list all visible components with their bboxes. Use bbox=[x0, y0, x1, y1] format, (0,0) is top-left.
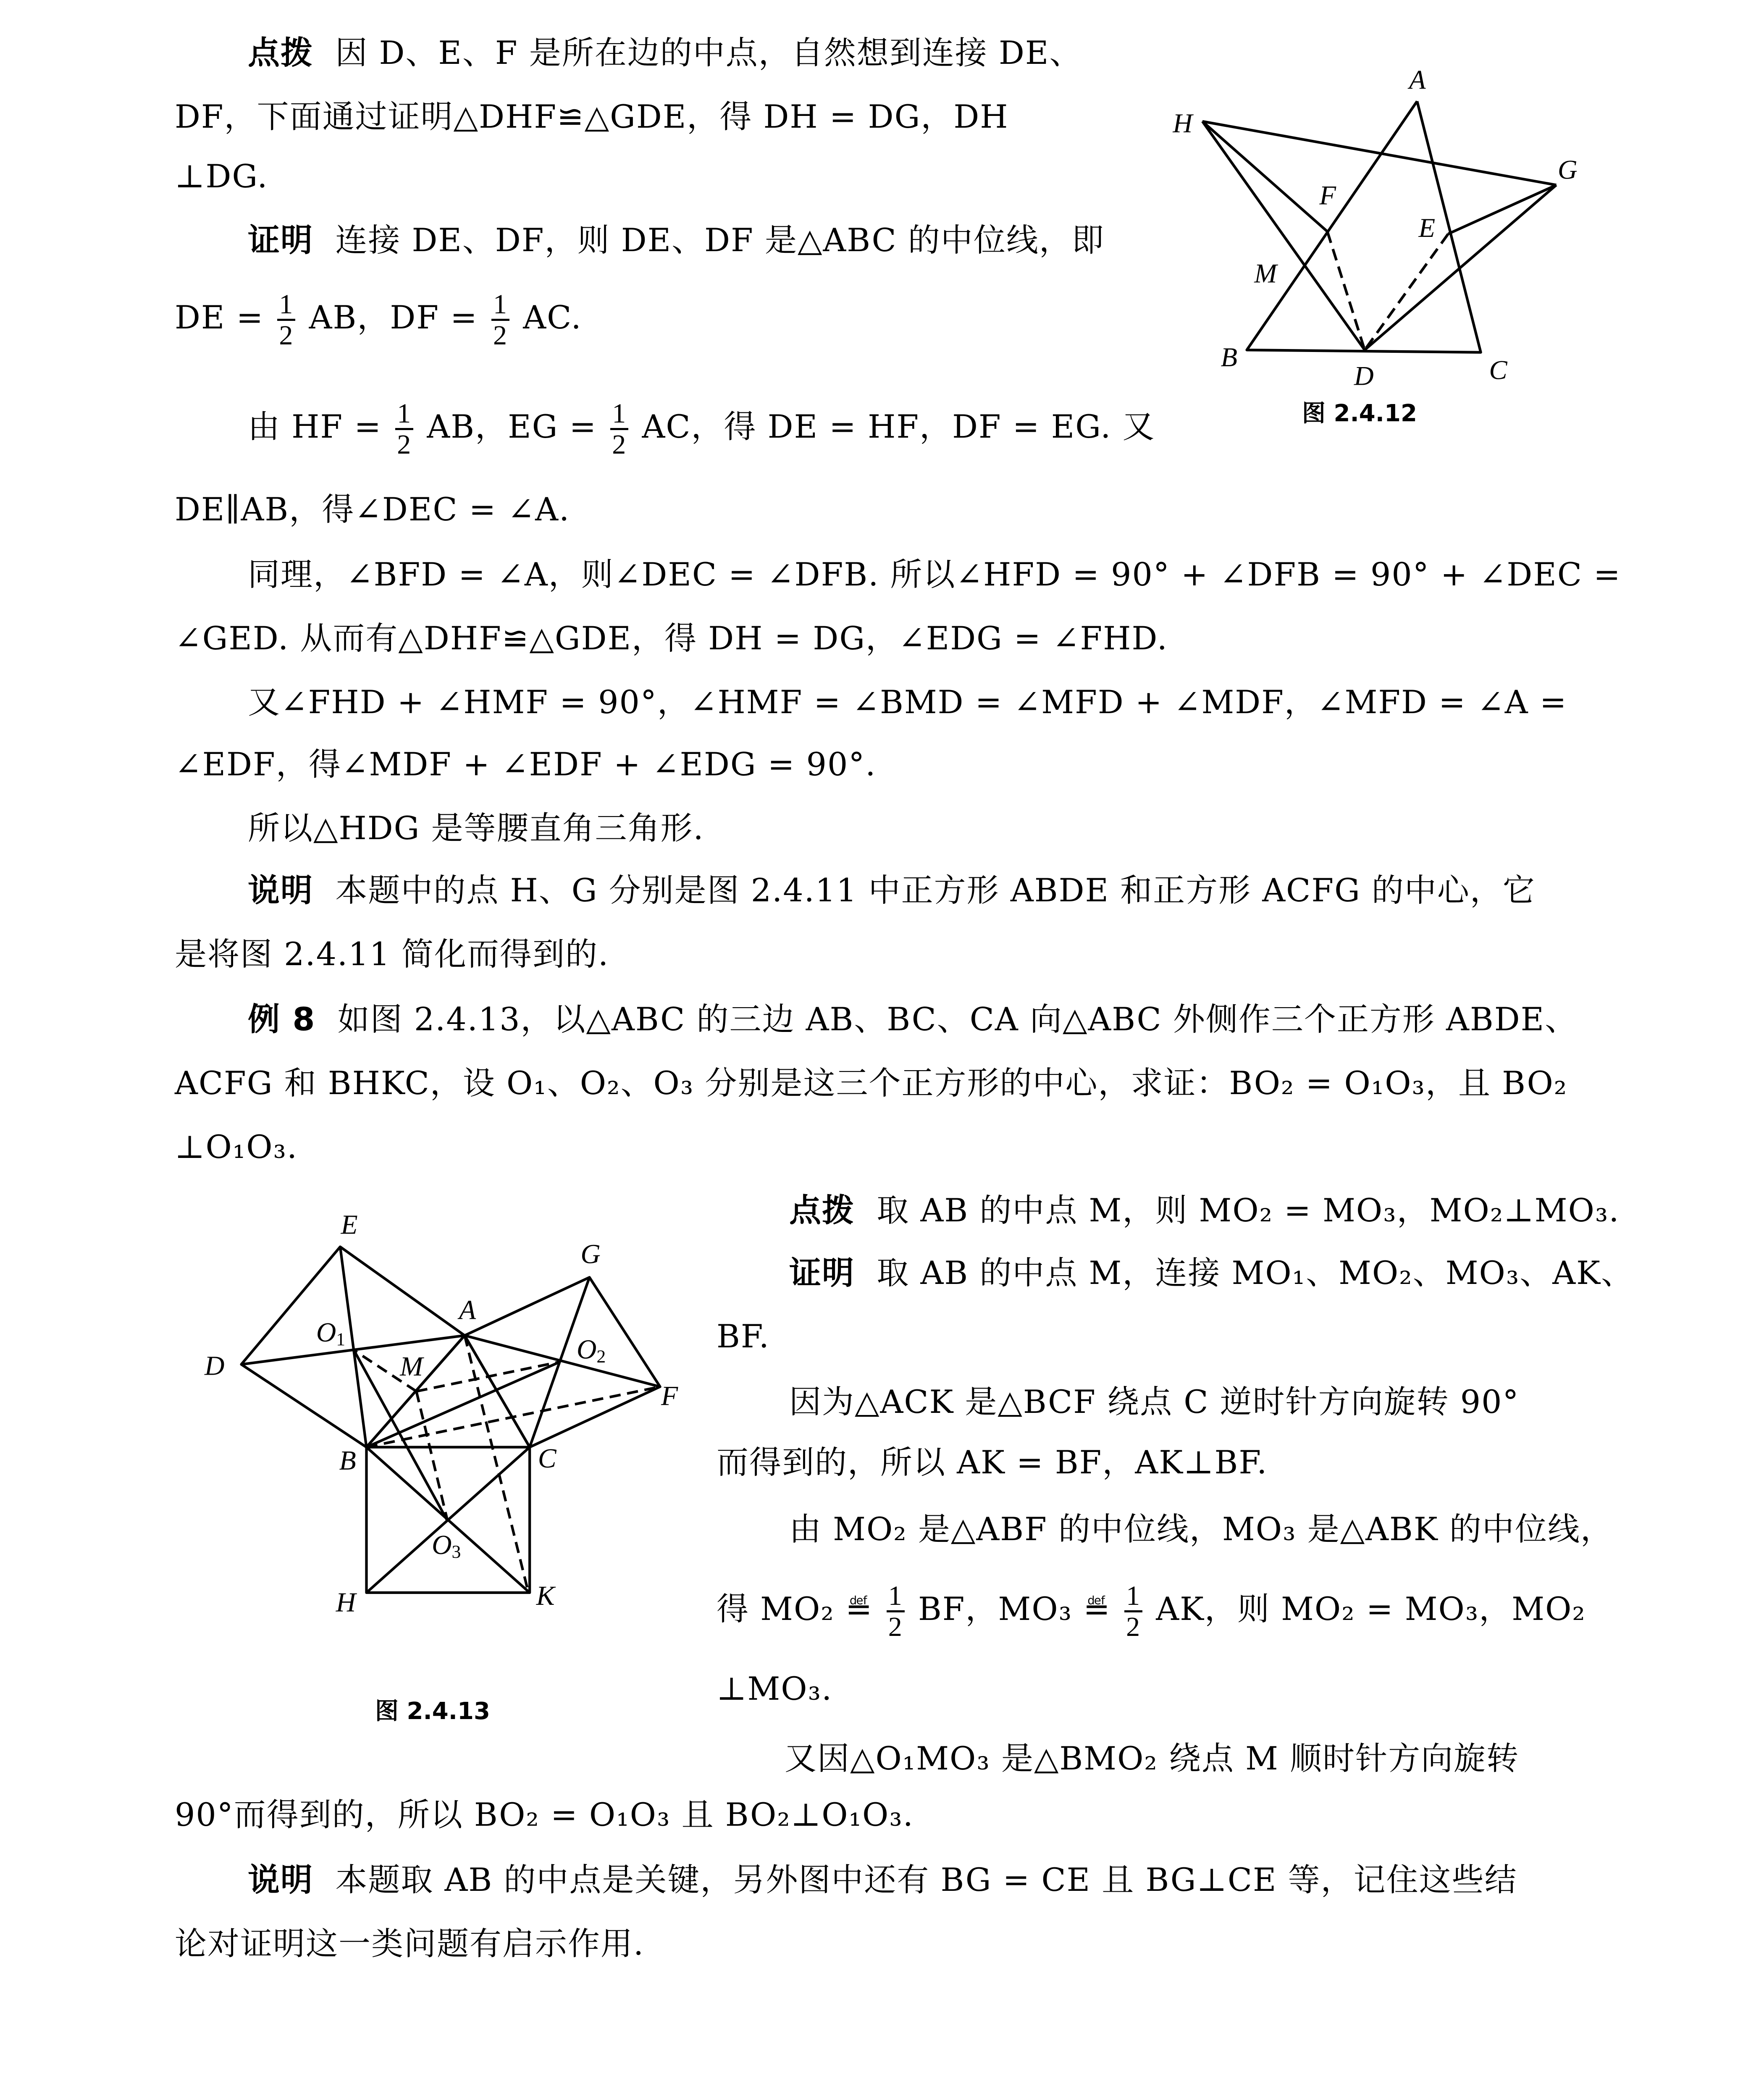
proof-line-1 bbox=[248, 221, 1105, 259]
proof-line-5: 同理，∠BFD = ∠A，则∠DEC = ∠DFB. 所以∠HFD = 90° + ∠DFB = 90° + ∠DEC = bbox=[248, 556, 1621, 593]
label-a: A bbox=[459, 1294, 476, 1326]
figure-2-4-13-caption: 图 2.4.13 bbox=[375, 1698, 490, 1725]
label-m: M bbox=[400, 1351, 423, 1382]
denominator: 2 bbox=[397, 429, 412, 460]
proof2-line-1 bbox=[789, 1254, 1634, 1292]
label-e: E bbox=[1418, 213, 1436, 243]
proof2-line-9: 90°而得到的，所以 BO₂ = O₁O₃ 且 BO₂⊥O₁O₃. bbox=[175, 1796, 914, 1833]
proof-text: 连接 DE、DF，则 DE、DF 是△ABC 的中位线，即 bbox=[335, 221, 1105, 259]
label-d: D bbox=[204, 1350, 225, 1381]
equation-part: 由 HF = bbox=[248, 407, 382, 445]
note2-line-2: 论对证明这一类问题有启示作用. bbox=[175, 1925, 645, 1962]
proof-line-2 bbox=[175, 290, 582, 350]
example-label: 例 8 bbox=[248, 1000, 316, 1038]
denominator: 2 bbox=[493, 320, 508, 351]
fraction-half bbox=[395, 399, 413, 459]
label-h: H bbox=[336, 1587, 356, 1618]
proof2-line-7: ⊥MO₃. bbox=[717, 1670, 833, 1707]
fraction-half bbox=[491, 290, 509, 350]
hint2-line-1 bbox=[789, 1192, 1620, 1229]
fraction-half bbox=[277, 290, 295, 350]
proof2-label: 证明 bbox=[789, 1254, 855, 1292]
hint-label: 点拨 bbox=[248, 34, 313, 71]
proof2-text: 取 AB 的中点 M，连接 MO₁、MO₂、MO₃、AK、 bbox=[877, 1254, 1634, 1292]
example-line-1 bbox=[248, 1000, 1578, 1038]
segment-eg bbox=[1448, 185, 1556, 234]
equation-part: BF，MO₃ ≝ bbox=[918, 1590, 1111, 1628]
label-o2: O2 bbox=[576, 1334, 606, 1367]
label-f: F bbox=[1319, 180, 1336, 211]
label-a: A bbox=[1409, 65, 1426, 95]
label-b: B bbox=[339, 1445, 356, 1476]
label-c: C bbox=[1489, 355, 1507, 386]
numerator: 1 bbox=[395, 399, 413, 430]
label-d: D bbox=[1354, 361, 1374, 386]
proof-line-8: ∠EDF，得∠MDF + ∠EDF + ∠EDG = 90°. bbox=[175, 746, 877, 783]
denominator: 2 bbox=[612, 429, 627, 460]
hint-paragraph-line-2: DF，下面通过证明△DHF≌△GDE，得 DH = DG，DH bbox=[175, 98, 1009, 135]
segment-ac bbox=[465, 1336, 530, 1447]
equation-part: DE = bbox=[175, 298, 264, 336]
label-c: C bbox=[538, 1443, 556, 1474]
denominator: 2 bbox=[888, 1612, 903, 1643]
proof-line-3 bbox=[248, 399, 1155, 459]
equation-part: AK，则 MO₂ = MO₃，MO₂ bbox=[1156, 1590, 1586, 1628]
hint-paragraph-line-1 bbox=[248, 34, 1082, 71]
fraction-half bbox=[610, 399, 628, 459]
segment-m-o3-dashed bbox=[416, 1391, 447, 1521]
hint-paragraph-line-3: ⊥DG. bbox=[175, 158, 268, 195]
equation-part: AC，得 DE = HF，DF = EG. 又 bbox=[642, 407, 1155, 445]
numerator: 1 bbox=[1124, 1581, 1142, 1612]
note2-label: 说明 bbox=[248, 1861, 313, 1898]
note-line-1 bbox=[248, 872, 1536, 909]
proof-label: 证明 bbox=[248, 221, 313, 259]
hint-text: 因 D、E、F 是所在边的中点，自然想到连接 DE、 bbox=[335, 34, 1082, 71]
note-text: 本题中的点 H、G 分别是图 2.4.11 中正方形 ABDE 和正方形 ACFG 的中心，它 bbox=[335, 872, 1536, 909]
numerator: 1 bbox=[610, 399, 628, 430]
fraction-half bbox=[887, 1581, 905, 1642]
label-e: E bbox=[341, 1209, 358, 1240]
segment-ed-dashed bbox=[1365, 234, 1448, 350]
proof-line-4: DE∥AB，得∠DEC = ∠A. bbox=[175, 491, 570, 528]
segment-dg bbox=[1365, 185, 1556, 350]
note2-text: 本题取 AB 的中点是关键，另外图中还有 BG = CE 且 BG⊥CE 等，记住这些结 bbox=[335, 1861, 1517, 1898]
label-m: M bbox=[1254, 258, 1277, 289]
label-g: G bbox=[580, 1239, 601, 1270]
example-line-2: ACFG 和 BHKC，设 O₁、O₂、O₃ 分别是这三个正方形的中心，求证：BO₂ = O₁O₃，且 BO₂ bbox=[175, 1064, 1568, 1102]
segment-hd bbox=[1202, 121, 1365, 350]
denominator: 2 bbox=[279, 320, 294, 351]
hint2-text: 取 AB 的中点 M，则 MO₂ = MO₃，MO₂⊥MO₃. bbox=[877, 1192, 1620, 1229]
numerator: 1 bbox=[887, 1581, 905, 1612]
proof-line-7: 又∠FHD + ∠HMF = 90°，∠HMF = ∠BMD = ∠MFD + ∠MDF，∠MFD = ∠A = bbox=[248, 683, 1567, 721]
example-text: 如图 2.4.13，以△ABC 的三边 AB、BC、CA 向△ABC 外侧作三个正方形 ABDE、 bbox=[337, 1000, 1578, 1038]
numerator: 1 bbox=[277, 290, 295, 321]
hint2-label: 点拨 bbox=[789, 1192, 855, 1229]
note-line-2: 是将图 2.4.11 简化而得到的. bbox=[175, 935, 609, 973]
segment-b-o2 bbox=[366, 1362, 560, 1447]
figure-2-4-12 bbox=[1155, 42, 1617, 386]
note2-line-1 bbox=[248, 1861, 1517, 1898]
equation-part: 得 MO₂ ≝ bbox=[717, 1590, 873, 1628]
label-h: H bbox=[1173, 108, 1193, 139]
figure-2-4-12-caption: 图 2.4.12 bbox=[1302, 400, 1417, 427]
label-o3: O3 bbox=[432, 1529, 461, 1562]
numerator: 1 bbox=[491, 290, 509, 321]
proof2-line-3: 因为△ACK 是△BCF 绕点 C 逆时针方向旋转 90° bbox=[789, 1383, 1520, 1420]
segment-fd-dashed bbox=[1327, 231, 1365, 350]
segment-hf bbox=[1202, 121, 1328, 231]
triangle-abc bbox=[1247, 101, 1481, 352]
segment-hg bbox=[1202, 121, 1557, 185]
proof2-line-8: 又因△O₁MO₃ 是△BMO₂ 绕点 M 顺时针方向旋转 bbox=[785, 1740, 1520, 1777]
note-label: 说明 bbox=[248, 872, 313, 909]
proof-line-6: ∠GED. 从而有△DHF≌△GDE，得 DH = DG，∠EDG = ∠FHD. bbox=[175, 620, 1168, 657]
proof2-line-2: BF. bbox=[717, 1318, 770, 1355]
label-g: G bbox=[1557, 155, 1578, 185]
equation-part: AB，DF = bbox=[309, 298, 478, 336]
equation-part: AB，EG = bbox=[427, 407, 597, 445]
proof2-line-5: 由 MO₂ 是△ABF 的中位线，MO₃ 是△ABK 的中位线， bbox=[789, 1510, 1613, 1548]
figure-2-4-13 bbox=[185, 1184, 697, 1659]
proof2-line-6 bbox=[717, 1581, 1586, 1642]
label-o1: O1 bbox=[316, 1317, 346, 1350]
label-b: B bbox=[1221, 342, 1238, 373]
proof2-line-4: 而得到的，所以 AK = BF，AK⊥BF. bbox=[717, 1444, 1268, 1481]
equation-part: AC. bbox=[523, 298, 582, 336]
label-k: K bbox=[536, 1580, 555, 1611]
fraction-half bbox=[1124, 1581, 1142, 1642]
proof-line-9: 所以△HDG 是等腰直角三角形. bbox=[248, 809, 704, 847]
denominator: 2 bbox=[1126, 1612, 1141, 1643]
label-f: F bbox=[661, 1381, 678, 1412]
example-line-3: ⊥O₁O₃. bbox=[175, 1128, 298, 1166]
